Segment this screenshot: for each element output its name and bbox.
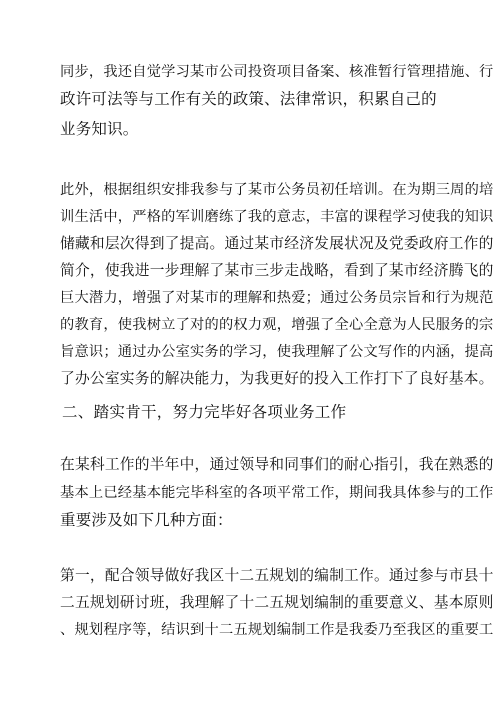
paragraph-5-line-3: 、规划程序等，结识到十二五规划编制工作是我委乃至我区的重要工 [60,622,494,638]
paragraph-5-line-2: 二五规划研讨班，我理解了十二五规划编制的重要意义、基本原则 [60,594,494,611]
paragraph-3-line-6: 的教育，使我树立了对的的权力观，增强了全心全意为人民服务的宗 [60,317,494,333]
paragraph-3-line-3: 储藏和层次得到了提高。通过某市经济发展状况及党委政府工作的 [60,235,494,252]
paragraph-4-line-3: 重要涉及如下几种方面： [60,511,233,529]
paragraph-3-line-7: 旨意识；通过办公室实务的学习，使我理解了公文写作的内涵，提高 [60,344,494,360]
paragraph-3-line-2: 训生活中，严格的军训磨练了我的意志，丰富的课程学习使我的知识 [60,209,494,225]
paragraph-1-line-2: 政许可法等与工作有关的政策、法律常识，积累自己的 [60,90,437,108]
paragraph-3-line-4: 简介，使我进一步理解了某市三步走战略，看到了某市经济腾飞的 [60,262,494,279]
paragraph-3-line-1: 此外，根据组织安排我参与了某市公务员初任培训。在为期三周的培 [60,182,494,198]
paragraph-1-line-1: 同步，我还自觉学习某市公司投资项目备案、核准暂行管理措施、行 [60,64,494,80]
paragraph-4-line-2: 基本上已经基本能完毕科室的各项平常工作，期间我具体参与的工作 [60,485,494,501]
paragraph-3-line-8: 了办公室实务的解决能力，为我更好的投入工作打下了良好基本。 [60,370,494,387]
paragraph-2-line-1: 业务知识。 [60,120,139,138]
paragraph-4-line-1: 在某科工作的半年中，通过领导和同事们的耐心指引，我在熟悉的 [60,456,494,473]
paragraph-5-line-1: 第一，配合领导做好我区十二五规划的编制工作。通过参与市县十 [60,567,494,584]
paragraph-3-line-5: 巨大潜力，增强了对某市的理解和热爱；通过公务员宗旨和行为规范 [60,290,494,306]
section-heading-2: 二、踏实肯干，努力完毕好各项业务工作 [62,403,347,421]
